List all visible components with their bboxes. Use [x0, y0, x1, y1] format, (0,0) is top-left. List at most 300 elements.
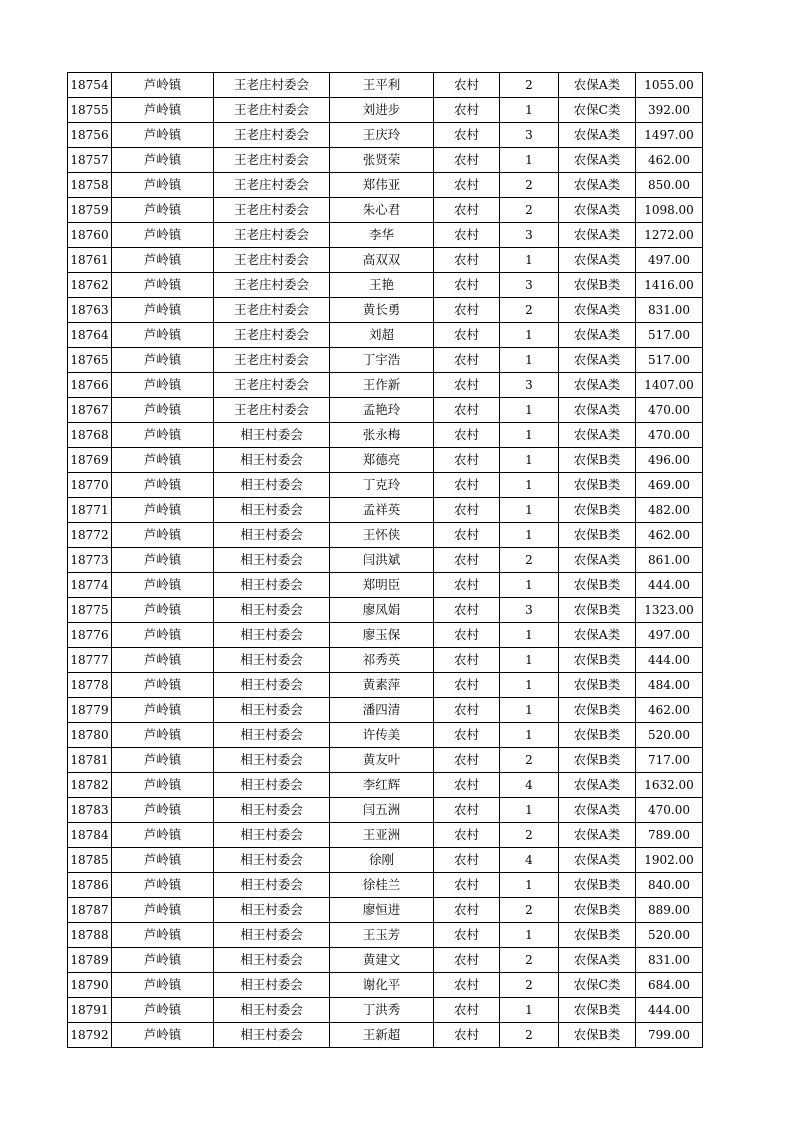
household-type-cell: 农村	[434, 948, 500, 973]
record-id-cell: 18764	[68, 323, 112, 348]
table-row	[68, 173, 703, 198]
town-cell: 芦岭镇	[112, 348, 214, 373]
town-cell: 芦岭镇	[112, 223, 214, 248]
amount-cell: 717.00	[636, 748, 703, 773]
insurance-category-cell: 农保A类	[559, 623, 636, 648]
village-committee-cell: 王老庄村委会	[214, 198, 330, 223]
person-name-cell: 李华	[330, 223, 434, 248]
record-id-cell: 18769	[68, 448, 112, 473]
town-cell: 芦岭镇	[112, 873, 214, 898]
town-cell: 芦岭镇	[112, 123, 214, 148]
village-committee-cell: 相王村委会	[214, 698, 330, 723]
town-cell: 芦岭镇	[112, 273, 214, 298]
amount-cell: 517.00	[636, 323, 703, 348]
town-cell: 芦岭镇	[112, 923, 214, 948]
family-size-cell: 1	[500, 923, 559, 948]
amount-cell: 469.00	[636, 473, 703, 498]
household-type-cell: 农村	[434, 648, 500, 673]
town-cell: 芦岭镇	[112, 73, 214, 98]
village-committee-cell: 相王村委会	[214, 923, 330, 948]
person-name-cell: 王怀侠	[330, 523, 434, 548]
family-size-cell: 2	[500, 73, 559, 98]
town-cell: 芦岭镇	[112, 673, 214, 698]
village-committee-cell: 相王村委会	[214, 998, 330, 1023]
town-cell: 芦岭镇	[112, 748, 214, 773]
town-cell: 芦岭镇	[112, 723, 214, 748]
household-type-cell: 农村	[434, 923, 500, 948]
household-type-cell: 农村	[434, 348, 500, 373]
amount-cell: 520.00	[636, 723, 703, 748]
town-cell: 芦岭镇	[112, 948, 214, 973]
record-id-cell: 18765	[68, 348, 112, 373]
family-size-cell: 3	[500, 373, 559, 398]
family-size-cell: 1	[500, 698, 559, 723]
village-committee-cell: 王老庄村委会	[214, 148, 330, 173]
amount-cell: 462.00	[636, 148, 703, 173]
village-committee-cell: 相王村委会	[214, 648, 330, 673]
table-row	[68, 948, 703, 973]
household-type-cell: 农村	[434, 123, 500, 148]
town-cell: 芦岭镇	[112, 423, 214, 448]
person-name-cell: 王庆玲	[330, 123, 434, 148]
amount-cell: 1272.00	[636, 223, 703, 248]
amount-cell: 861.00	[636, 548, 703, 573]
town-cell: 芦岭镇	[112, 573, 214, 598]
table-row	[68, 648, 703, 673]
record-id-cell: 18785	[68, 848, 112, 873]
family-size-cell: 1	[500, 673, 559, 698]
insurance-category-cell: 农保B类	[559, 723, 636, 748]
family-size-cell: 1	[500, 523, 559, 548]
village-committee-cell: 王老庄村委会	[214, 173, 330, 198]
record-id-cell: 18762	[68, 273, 112, 298]
insurance-category-cell: 农保A类	[559, 823, 636, 848]
person-name-cell: 郑德亮	[330, 448, 434, 473]
insurance-category-cell: 农保A类	[559, 248, 636, 273]
person-name-cell: 丁克玲	[330, 473, 434, 498]
person-name-cell: 丁洪秀	[330, 998, 434, 1023]
insurance-category-cell: 农保A类	[559, 198, 636, 223]
town-cell: 芦岭镇	[112, 498, 214, 523]
family-size-cell: 1	[500, 573, 559, 598]
amount-cell: 462.00	[636, 523, 703, 548]
person-name-cell: 郑伟亚	[330, 173, 434, 198]
person-name-cell: 刘进步	[330, 98, 434, 123]
village-committee-cell: 王老庄村委会	[214, 348, 330, 373]
table-row	[68, 148, 703, 173]
amount-cell: 482.00	[636, 498, 703, 523]
village-committee-cell: 王老庄村委会	[214, 73, 330, 98]
town-cell: 芦岭镇	[112, 898, 214, 923]
amount-cell: 1323.00	[636, 598, 703, 623]
insurance-category-cell: 农保B类	[559, 648, 636, 673]
family-size-cell: 1	[500, 648, 559, 673]
family-size-cell: 2	[500, 823, 559, 848]
village-committee-cell: 相王村委会	[214, 673, 330, 698]
insurance-category-cell: 农保A类	[559, 948, 636, 973]
household-type-cell: 农村	[434, 323, 500, 348]
household-type-cell: 农村	[434, 623, 500, 648]
person-name-cell: 廖恒进	[330, 898, 434, 923]
amount-cell: 684.00	[636, 973, 703, 998]
town-cell: 芦岭镇	[112, 298, 214, 323]
family-size-cell: 4	[500, 773, 559, 798]
household-type-cell: 农村	[434, 473, 500, 498]
family-size-cell: 1	[500, 498, 559, 523]
person-name-cell: 孟艳玲	[330, 398, 434, 423]
town-cell: 芦岭镇	[112, 973, 214, 998]
insurance-category-cell: 农保C类	[559, 98, 636, 123]
record-id-cell: 18756	[68, 123, 112, 148]
family-size-cell: 1	[500, 148, 559, 173]
insurance-category-cell: 农保A类	[559, 373, 636, 398]
table-row	[68, 223, 703, 248]
town-cell: 芦岭镇	[112, 198, 214, 223]
household-type-cell: 农村	[434, 373, 500, 398]
person-name-cell: 祁秀英	[330, 648, 434, 673]
record-id-cell: 18768	[68, 423, 112, 448]
record-id-cell: 18774	[68, 573, 112, 598]
town-cell: 芦岭镇	[112, 698, 214, 723]
family-size-cell: 1	[500, 873, 559, 898]
table-row	[68, 823, 703, 848]
record-id-cell: 18789	[68, 948, 112, 973]
person-name-cell: 郑明臣	[330, 573, 434, 598]
household-type-cell: 农村	[434, 98, 500, 123]
household-type-cell: 农村	[434, 573, 500, 598]
town-cell: 芦岭镇	[112, 98, 214, 123]
table-row	[68, 423, 703, 448]
amount-cell: 889.00	[636, 898, 703, 923]
household-type-cell: 农村	[434, 398, 500, 423]
family-size-cell: 1	[500, 473, 559, 498]
table-row	[68, 448, 703, 473]
table-row	[68, 898, 703, 923]
person-name-cell: 王作新	[330, 373, 434, 398]
household-type-cell: 农村	[434, 223, 500, 248]
table-row	[68, 473, 703, 498]
person-name-cell: 徐刚	[330, 848, 434, 873]
record-id-cell: 18761	[68, 248, 112, 273]
record-id-cell: 18773	[68, 548, 112, 573]
family-size-cell: 2	[500, 748, 559, 773]
town-cell: 芦岭镇	[112, 798, 214, 823]
town-cell: 芦岭镇	[112, 523, 214, 548]
table-row	[68, 973, 703, 998]
village-committee-cell: 相王村委会	[214, 848, 330, 873]
table-row	[68, 698, 703, 723]
table-row	[68, 773, 703, 798]
record-id-cell: 18790	[68, 973, 112, 998]
village-committee-cell: 王老庄村委会	[214, 398, 330, 423]
family-size-cell: 2	[500, 1023, 559, 1048]
village-committee-cell: 相王村委会	[214, 823, 330, 848]
table-row	[68, 323, 703, 348]
record-id-cell: 18763	[68, 298, 112, 323]
household-type-cell: 农村	[434, 298, 500, 323]
insurance-category-cell: 农保B类	[559, 498, 636, 523]
records-table	[67, 72, 703, 1048]
person-name-cell: 刘超	[330, 323, 434, 348]
insurance-category-cell: 农保A类	[559, 773, 636, 798]
household-type-cell: 农村	[434, 823, 500, 848]
amount-cell: 496.00	[636, 448, 703, 473]
amount-cell: 470.00	[636, 798, 703, 823]
household-type-cell: 农村	[434, 1023, 500, 1048]
village-committee-cell: 相王村委会	[214, 898, 330, 923]
table-row	[68, 73, 703, 98]
table-row	[68, 548, 703, 573]
insurance-category-cell: 农保B类	[559, 1023, 636, 1048]
table-row	[68, 573, 703, 598]
household-type-cell: 农村	[434, 198, 500, 223]
record-id-cell: 18787	[68, 898, 112, 923]
amount-cell: 484.00	[636, 673, 703, 698]
household-type-cell: 农村	[434, 173, 500, 198]
household-type-cell: 农村	[434, 973, 500, 998]
person-name-cell: 王平利	[330, 73, 434, 98]
record-id-cell: 18792	[68, 1023, 112, 1048]
table-row	[68, 998, 703, 1023]
person-name-cell: 黄建文	[330, 948, 434, 973]
village-committee-cell: 王老庄村委会	[214, 373, 330, 398]
amount-cell: 1497.00	[636, 123, 703, 148]
household-type-cell: 农村	[434, 998, 500, 1023]
village-committee-cell: 王老庄村委会	[214, 298, 330, 323]
table-row	[68, 723, 703, 748]
village-committee-cell: 相王村委会	[214, 423, 330, 448]
record-id-cell: 18754	[68, 73, 112, 98]
table-row	[68, 798, 703, 823]
table-row	[68, 523, 703, 548]
household-type-cell: 农村	[434, 723, 500, 748]
family-size-cell: 2	[500, 898, 559, 923]
amount-cell: 1098.00	[636, 198, 703, 223]
town-cell: 芦岭镇	[112, 548, 214, 573]
village-committee-cell: 相王村委会	[214, 448, 330, 473]
village-committee-cell: 相王村委会	[214, 598, 330, 623]
table-row	[68, 748, 703, 773]
household-type-cell: 农村	[434, 873, 500, 898]
village-committee-cell: 相王村委会	[214, 623, 330, 648]
record-id-cell: 18779	[68, 698, 112, 723]
village-committee-cell: 相王村委会	[214, 1023, 330, 1048]
family-size-cell: 1	[500, 248, 559, 273]
village-committee-cell: 相王村委会	[214, 573, 330, 598]
amount-cell: 831.00	[636, 298, 703, 323]
insurance-category-cell: 农保B类	[559, 898, 636, 923]
record-id-cell: 18780	[68, 723, 112, 748]
village-committee-cell: 相王村委会	[214, 798, 330, 823]
village-committee-cell: 王老庄村委会	[214, 98, 330, 123]
family-size-cell: 1	[500, 448, 559, 473]
amount-cell: 831.00	[636, 948, 703, 973]
household-type-cell: 农村	[434, 73, 500, 98]
family-size-cell: 1	[500, 348, 559, 373]
table-row	[68, 298, 703, 323]
household-type-cell: 农村	[434, 548, 500, 573]
insurance-category-cell: 农保A类	[559, 848, 636, 873]
family-size-cell: 2	[500, 173, 559, 198]
record-id-cell: 18758	[68, 173, 112, 198]
household-type-cell: 农村	[434, 598, 500, 623]
record-id-cell: 18767	[68, 398, 112, 423]
household-type-cell: 农村	[434, 673, 500, 698]
amount-cell: 517.00	[636, 348, 703, 373]
record-id-cell: 18783	[68, 798, 112, 823]
record-id-cell: 18778	[68, 673, 112, 698]
table-row	[68, 673, 703, 698]
amount-cell: 1055.00	[636, 73, 703, 98]
village-committee-cell: 相王村委会	[214, 723, 330, 748]
household-type-cell: 农村	[434, 698, 500, 723]
table-row	[68, 98, 703, 123]
person-name-cell: 黄长勇	[330, 298, 434, 323]
village-committee-cell: 相王村委会	[214, 973, 330, 998]
person-name-cell: 谢化平	[330, 973, 434, 998]
town-cell: 芦岭镇	[112, 173, 214, 198]
table-row	[68, 623, 703, 648]
family-size-cell: 2	[500, 973, 559, 998]
record-id-cell: 18784	[68, 823, 112, 848]
family-size-cell: 1	[500, 798, 559, 823]
amount-cell: 789.00	[636, 823, 703, 848]
town-cell: 芦岭镇	[112, 1023, 214, 1048]
insurance-category-cell: 农保A类	[559, 173, 636, 198]
town-cell: 芦岭镇	[112, 848, 214, 873]
table-row	[68, 248, 703, 273]
record-id-cell: 18772	[68, 523, 112, 548]
amount-cell: 799.00	[636, 1023, 703, 1048]
insurance-category-cell: 农保A类	[559, 348, 636, 373]
amount-cell: 444.00	[636, 998, 703, 1023]
family-size-cell: 1	[500, 423, 559, 448]
town-cell: 芦岭镇	[112, 623, 214, 648]
amount-cell: 1416.00	[636, 273, 703, 298]
table-row	[68, 198, 703, 223]
person-name-cell: 朱心君	[330, 198, 434, 223]
insurance-category-cell: 农保B类	[559, 573, 636, 598]
family-size-cell: 2	[500, 298, 559, 323]
town-cell: 芦岭镇	[112, 373, 214, 398]
village-committee-cell: 相王村委会	[214, 498, 330, 523]
household-type-cell: 农村	[434, 898, 500, 923]
record-id-cell: 18757	[68, 148, 112, 173]
household-type-cell: 农村	[434, 773, 500, 798]
person-name-cell: 廖凤娟	[330, 598, 434, 623]
person-name-cell: 闫五洲	[330, 798, 434, 823]
family-size-cell: 3	[500, 223, 559, 248]
person-name-cell: 闫洪斌	[330, 548, 434, 573]
household-type-cell: 农村	[434, 498, 500, 523]
record-id-cell: 18775	[68, 598, 112, 623]
insurance-category-cell: 农保A类	[559, 223, 636, 248]
person-name-cell: 徐桂兰	[330, 873, 434, 898]
table-row	[68, 273, 703, 298]
family-size-cell: 1	[500, 723, 559, 748]
person-name-cell: 许传美	[330, 723, 434, 748]
table-row	[68, 123, 703, 148]
household-type-cell: 农村	[434, 848, 500, 873]
insurance-category-cell: 农保B类	[559, 473, 636, 498]
town-cell: 芦岭镇	[112, 248, 214, 273]
town-cell: 芦岭镇	[112, 448, 214, 473]
village-committee-cell: 相王村委会	[214, 773, 330, 798]
village-committee-cell: 王老庄村委会	[214, 273, 330, 298]
village-committee-cell: 相王村委会	[214, 948, 330, 973]
table-row	[68, 873, 703, 898]
amount-cell: 1632.00	[636, 773, 703, 798]
amount-cell: 470.00	[636, 423, 703, 448]
town-cell: 芦岭镇	[112, 823, 214, 848]
insurance-category-cell: 农保A类	[559, 123, 636, 148]
insurance-category-cell: 农保A类	[559, 548, 636, 573]
record-id-cell: 18776	[68, 623, 112, 648]
family-size-cell: 1	[500, 998, 559, 1023]
record-id-cell: 18770	[68, 473, 112, 498]
insurance-category-cell: 农保A类	[559, 423, 636, 448]
household-type-cell: 农村	[434, 448, 500, 473]
table-row	[68, 373, 703, 398]
amount-cell: 497.00	[636, 248, 703, 273]
village-committee-cell: 相王村委会	[214, 748, 330, 773]
family-size-cell: 2	[500, 948, 559, 973]
insurance-category-cell: 农保B类	[559, 748, 636, 773]
village-committee-cell: 王老庄村委会	[214, 323, 330, 348]
village-committee-cell: 相王村委会	[214, 548, 330, 573]
person-name-cell: 潘四清	[330, 698, 434, 723]
town-cell: 芦岭镇	[112, 998, 214, 1023]
person-name-cell: 王艳	[330, 273, 434, 298]
record-id-cell: 18791	[68, 998, 112, 1023]
person-name-cell: 李红辉	[330, 773, 434, 798]
insurance-category-cell: 农保A类	[559, 298, 636, 323]
family-size-cell: 4	[500, 848, 559, 873]
insurance-category-cell: 农保B类	[559, 698, 636, 723]
household-type-cell: 农村	[434, 798, 500, 823]
records-table-body	[68, 73, 703, 1048]
family-size-cell: 1	[500, 98, 559, 123]
insurance-category-cell: 农保B类	[559, 523, 636, 548]
town-cell: 芦岭镇	[112, 398, 214, 423]
household-type-cell: 农村	[434, 248, 500, 273]
record-id-cell: 18771	[68, 498, 112, 523]
insurance-category-cell: 农保B类	[559, 598, 636, 623]
insurance-category-cell: 农保B类	[559, 923, 636, 948]
amount-cell: 392.00	[636, 98, 703, 123]
amount-cell: 520.00	[636, 923, 703, 948]
amount-cell: 1407.00	[636, 373, 703, 398]
amount-cell: 444.00	[636, 648, 703, 673]
table-row	[68, 848, 703, 873]
village-committee-cell: 王老庄村委会	[214, 248, 330, 273]
record-id-cell: 18788	[68, 923, 112, 948]
person-name-cell: 王玉芳	[330, 923, 434, 948]
insurance-category-cell: 农保C类	[559, 973, 636, 998]
person-name-cell: 王新超	[330, 1023, 434, 1048]
family-size-cell: 3	[500, 598, 559, 623]
table-row	[68, 598, 703, 623]
table-row	[68, 398, 703, 423]
amount-cell: 444.00	[636, 573, 703, 598]
person-name-cell: 黄友叶	[330, 748, 434, 773]
insurance-category-cell: 农保B类	[559, 448, 636, 473]
town-cell: 芦岭镇	[112, 148, 214, 173]
town-cell: 芦岭镇	[112, 598, 214, 623]
person-name-cell: 孟祥英	[330, 498, 434, 523]
person-name-cell: 廖玉保	[330, 623, 434, 648]
insurance-category-cell: 农保B类	[559, 998, 636, 1023]
